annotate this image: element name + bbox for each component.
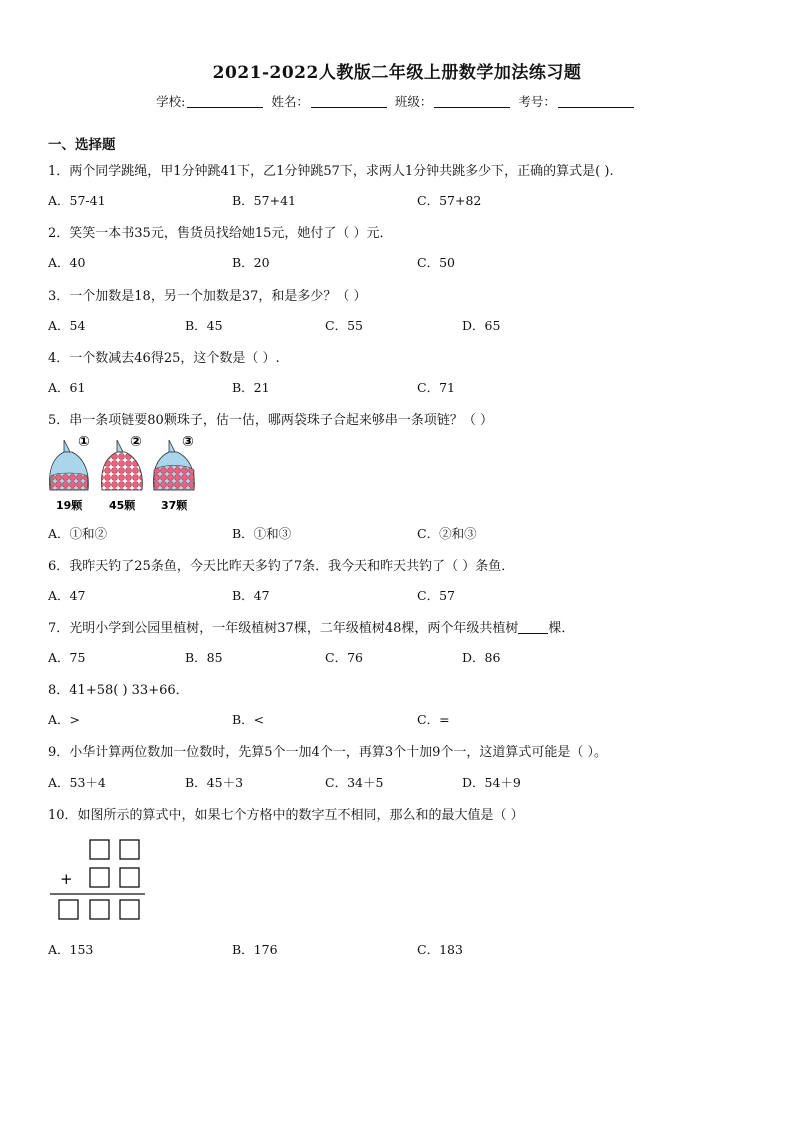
option-b[interactable]: B．21 (232, 380, 270, 395)
option-c[interactable]: C．②和③ (417, 526, 477, 541)
bag-1 (50, 434, 90, 512)
school-label: 学校: (156, 94, 186, 109)
option-d[interactable]: D．54＋9 (462, 775, 521, 790)
class-blank[interactable] (434, 95, 510, 108)
question-3-options (48, 316, 748, 332)
addition-box-figure (48, 836, 148, 922)
option-c[interactable]: C．183 (417, 942, 463, 957)
question-6-options (48, 586, 748, 602)
option-b[interactable]: B．45 (185, 318, 223, 333)
option-a[interactable]: A．53＋4 (48, 775, 106, 790)
bag-2-label: 45颗 (109, 499, 136, 512)
option-c[interactable]: C．71 (417, 380, 455, 395)
option-c[interactable]: C．76 (325, 650, 363, 665)
answer-blank[interactable] (518, 621, 548, 634)
bag-3-label: 37颗 (161, 499, 188, 512)
question-6: 6．我昨天钓了25条鱼，今天比昨天多钓了7条．我今天和昨天共钓了（ ）条鱼． (48, 559, 515, 574)
option-a[interactable]: A．153 (48, 942, 94, 957)
digit-box (120, 840, 139, 859)
option-c[interactable]: C．57 (417, 588, 455, 603)
option-a[interactable]: A．61 (48, 380, 86, 395)
bag-2-number: ② (130, 434, 142, 450)
question-7 (48, 617, 574, 636)
option-a[interactable]: A．54 (48, 318, 86, 333)
question-4: 4．一个数减去46得25，这个数是（ ）. (48, 351, 280, 366)
option-a[interactable]: A．40 (48, 255, 86, 270)
option-b[interactable]: B．85 (185, 650, 223, 665)
option-c[interactable]: C．= (417, 712, 450, 727)
question-7-text: 7．光明小学到公园里植树，一年级植树37棵，二年级植树48棵，两个年级共植树 (48, 621, 519, 636)
question-7-text-end: 棵． (548, 621, 575, 636)
option-c[interactable]: C．57+82 (417, 193, 482, 208)
question-8-options (48, 710, 748, 726)
bag-3 (154, 434, 195, 512)
name-label: 姓名： (271, 94, 309, 109)
option-b[interactable]: B．< (232, 712, 265, 727)
bag-1-number: ① (78, 434, 90, 450)
exam-no-blank[interactable] (558, 95, 634, 108)
digit-box (59, 900, 78, 919)
option-a[interactable]: A．75 (48, 650, 86, 665)
option-a[interactable]: A．①和② (48, 526, 108, 541)
question-2: 2．笑笑一本书35元，售货员找给她15元，她付了（ ）元． (48, 226, 393, 241)
option-b[interactable]: B．57+41 (232, 193, 296, 208)
bead-bags-figure (48, 432, 208, 514)
option-b[interactable]: B．①和③ (232, 526, 292, 541)
question-4-options (48, 378, 748, 394)
digit-box (90, 868, 109, 887)
name-blank[interactable] (311, 95, 387, 108)
option-d[interactable]: D．65 (462, 318, 501, 333)
question-7-options (48, 648, 748, 664)
bag-1-label: 19颗 (56, 499, 83, 512)
question-1-options (48, 191, 748, 207)
option-b[interactable]: B．20 (232, 255, 270, 270)
question-3: 3．一个加数是18，另一个加数是37，和是多少？（ ） (48, 289, 367, 304)
option-b[interactable]: B．47 (232, 588, 270, 603)
digit-box (120, 900, 139, 919)
option-a[interactable]: A．57-41 (48, 193, 106, 208)
question-9-options (48, 773, 748, 789)
digit-box (120, 868, 139, 887)
option-c[interactable]: C．50 (417, 255, 455, 270)
student-info-line (0, 92, 794, 110)
option-b[interactable]: B．45＋3 (185, 775, 244, 790)
page-title: 2021-2022人教版二年级上册数学加法练习题 (212, 63, 582, 83)
question-1: 1．两个同学跳绳，甲1分钟跳41下，乙1分钟跳57下，求两人1分钟共跳多少下，正确的算式是( ). (48, 164, 614, 179)
question-9: 9．小华计算两位数加一位数时，先算5个一加4个一，再算3个十加9个一，这道算式可能是（ ）。 (48, 745, 607, 760)
option-a[interactable]: A．47 (48, 588, 86, 603)
question-2-options (48, 253, 748, 269)
question-10-options (48, 940, 748, 956)
option-b[interactable]: B．176 (232, 942, 278, 957)
digit-box (90, 840, 109, 859)
option-c[interactable]: C．55 (325, 318, 363, 333)
bag-3-number: ③ (182, 434, 194, 450)
question-5-options (48, 524, 748, 540)
plus-sign: + (60, 870, 73, 888)
bag-2 (102, 434, 143, 512)
section-heading: 一、选择题 (48, 137, 116, 153)
digit-box (90, 900, 109, 919)
question-10: 10．如图所示的算式中，如果七个方格中的数字互不相同，那么和的最大值是（ ） (48, 808, 524, 823)
question-8: 8．41+58( ) 33+66． (48, 683, 189, 698)
option-c[interactable]: C．34＋5 (325, 775, 384, 790)
question-5: 5．串一条项链要80颗珠子，估一估，哪两袋珠子合起来够串一条项链？（ ） (48, 413, 493, 428)
school-blank[interactable] (187, 95, 263, 108)
option-d[interactable]: D．86 (462, 650, 501, 665)
class-label: 班级： (394, 94, 433, 109)
option-a[interactable]: A．> (48, 712, 81, 727)
exam-no-label: 考号： (518, 94, 556, 109)
